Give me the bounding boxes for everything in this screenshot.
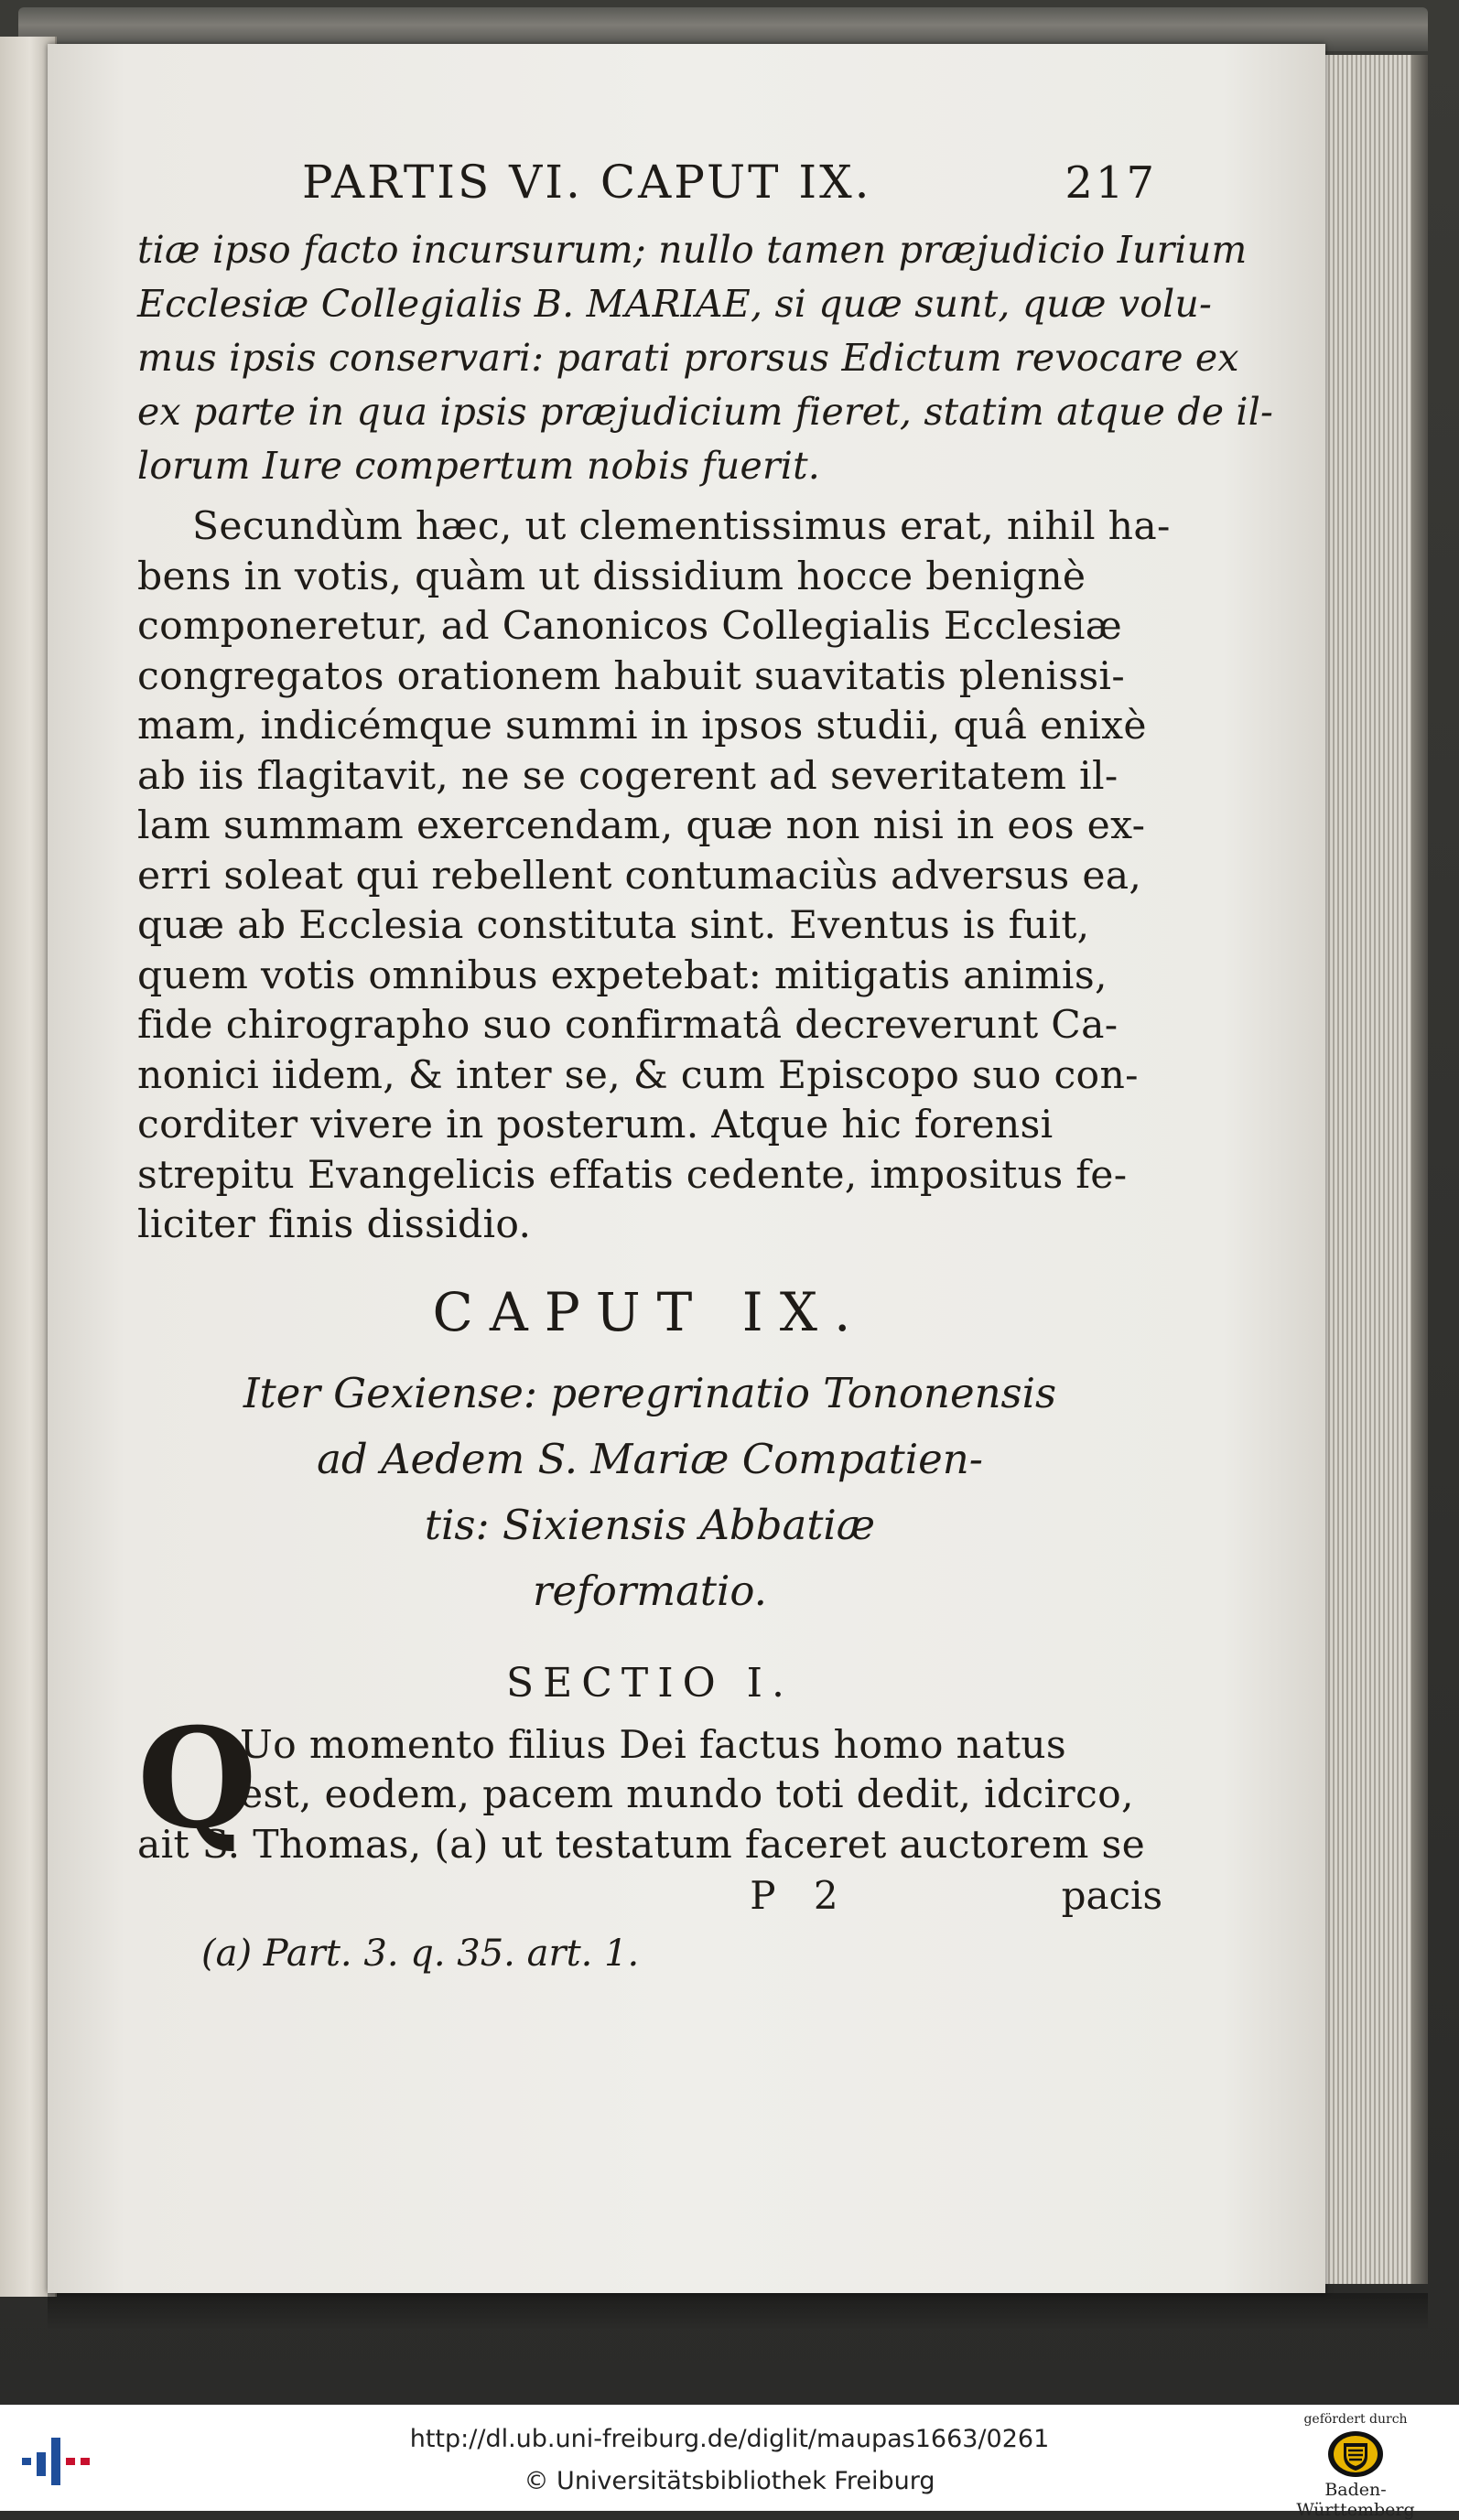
italic-paragraph — [137, 223, 1274, 493]
sponsor-caption: gefördert durch — [1303, 2412, 1408, 2427]
signature-mark: P 2 — [750, 1873, 851, 1918]
section-heading: SECTIO I. — [505, 1659, 794, 1707]
text-line: quæ ab Ecclesia constituta sint. Eventus is fuit, — [137, 903, 1090, 948]
text-line: strepitu Evangelicis effatis cedente, impositus fe- — [137, 1152, 1128, 1198]
page-text — [137, 156, 1274, 1975]
body-paragraph — [137, 502, 1171, 1251]
text-line: congregatos orationem habuit suavitatis plenissi- — [137, 653, 1125, 699]
page-shadow — [48, 2293, 1428, 2330]
footnote: (a) Part. 3. q. 35. art. 1. — [201, 1933, 640, 1975]
section-paragraph — [137, 1697, 1162, 1871]
page-stack-edges — [1325, 55, 1428, 2284]
catchword: pacis — [1061, 1873, 1162, 1918]
subtitle-line: reformatio. — [533, 1566, 767, 1615]
text-line: ait S. Thomas, (a) ut testatum faceret auctorem se — [137, 1822, 1146, 1868]
page-foot — [137, 1870, 1162, 1922]
subtitle-line: Iter Gexiense: peregrinatio Tononensis — [243, 1368, 1057, 1417]
text-line: Uo momento filius Dei factus homo natus — [240, 1722, 1066, 1768]
text-line: mus ipsis conservari: parati prorsus Edictum revocare ex — [137, 336, 1239, 380]
text-line: nonici iidem, & inter se, & cum Episcopo suo con- — [137, 1052, 1139, 1098]
text-line: corditer vivere in posterum. Atque hic forensi — [137, 1103, 1054, 1147]
text-line: bens in votis, quàm ut dissidium hocce benignè — [137, 554, 1086, 599]
sponsor-name: Baden-Württemberg — [1296, 2480, 1415, 2520]
page-header — [137, 156, 1162, 223]
running-head: PARTIS VI. CAPUT IX. — [302, 156, 872, 209]
text-line: fide chirographo suo confirmatâ decreverunt Ca- — [137, 1003, 1119, 1048]
text-line: erri soleat qui rebellent contumaciùs adversus ea, — [137, 853, 1142, 899]
page-number: 217 — [1065, 157, 1157, 209]
viewer-footer — [0, 2405, 1459, 2520]
baden-wuerttemberg-crest-icon — [1324, 2428, 1388, 2480]
text-line: lam summam exercendam, quæ non nisi in eos ex- — [137, 803, 1146, 848]
subtitle-line: ad Aedem S. Mariæ Compatien- — [317, 1434, 983, 1483]
text-line: lorum Iure compertum nobis fuerit. — [137, 444, 821, 488]
text-line: Secundùm hæc, ut clementissimus erat, nihil ha- — [192, 504, 1171, 549]
text-line: ab iis flagitavit, ne se cogerent ad severitatem il- — [137, 753, 1119, 799]
text-line: Ecclesiæ Collegialis B. MARIAE, si quæ sunt, quæ volu- — [137, 282, 1213, 326]
text-line: mam, indicémque summi in ipsos studii, quâ enixè — [137, 704, 1147, 748]
chapter-subtitle — [137, 1361, 1162, 1624]
text-line: tiæ ipso facto incursurum; nullo tamen præjudicio Iurium — [137, 228, 1248, 272]
text-line: ex parte in qua ipsis præjudicium fieret, statim atque de il- — [137, 390, 1274, 434]
text-line: est, eodem, pacem mundo toti dedit, idcirco, — [240, 1772, 1134, 1817]
drop-cap: Q — [137, 1697, 257, 1859]
chapter-title: CAPUT IX. — [432, 1280, 868, 1343]
sponsor-block — [1269, 2412, 1443, 2520]
copyright-notice: © Universitätsbibliothek Freiburg — [524, 2467, 935, 2495]
document-url[interactable]: http://dl.ub.uni-freiburg.de/diglit/maupas1663/0261 — [409, 2425, 1050, 2453]
text-line: quem votis omnibus expetebat: mitigatis animis, — [137, 953, 1108, 998]
text-line: liciter finis dissidio. — [137, 1202, 532, 1247]
text-line: componeretur, ad Canonicos Collegialis Ecclesiæ — [137, 604, 1123, 649]
subtitle-line: tis: Sixiensis Abbatiæ — [424, 1500, 876, 1549]
